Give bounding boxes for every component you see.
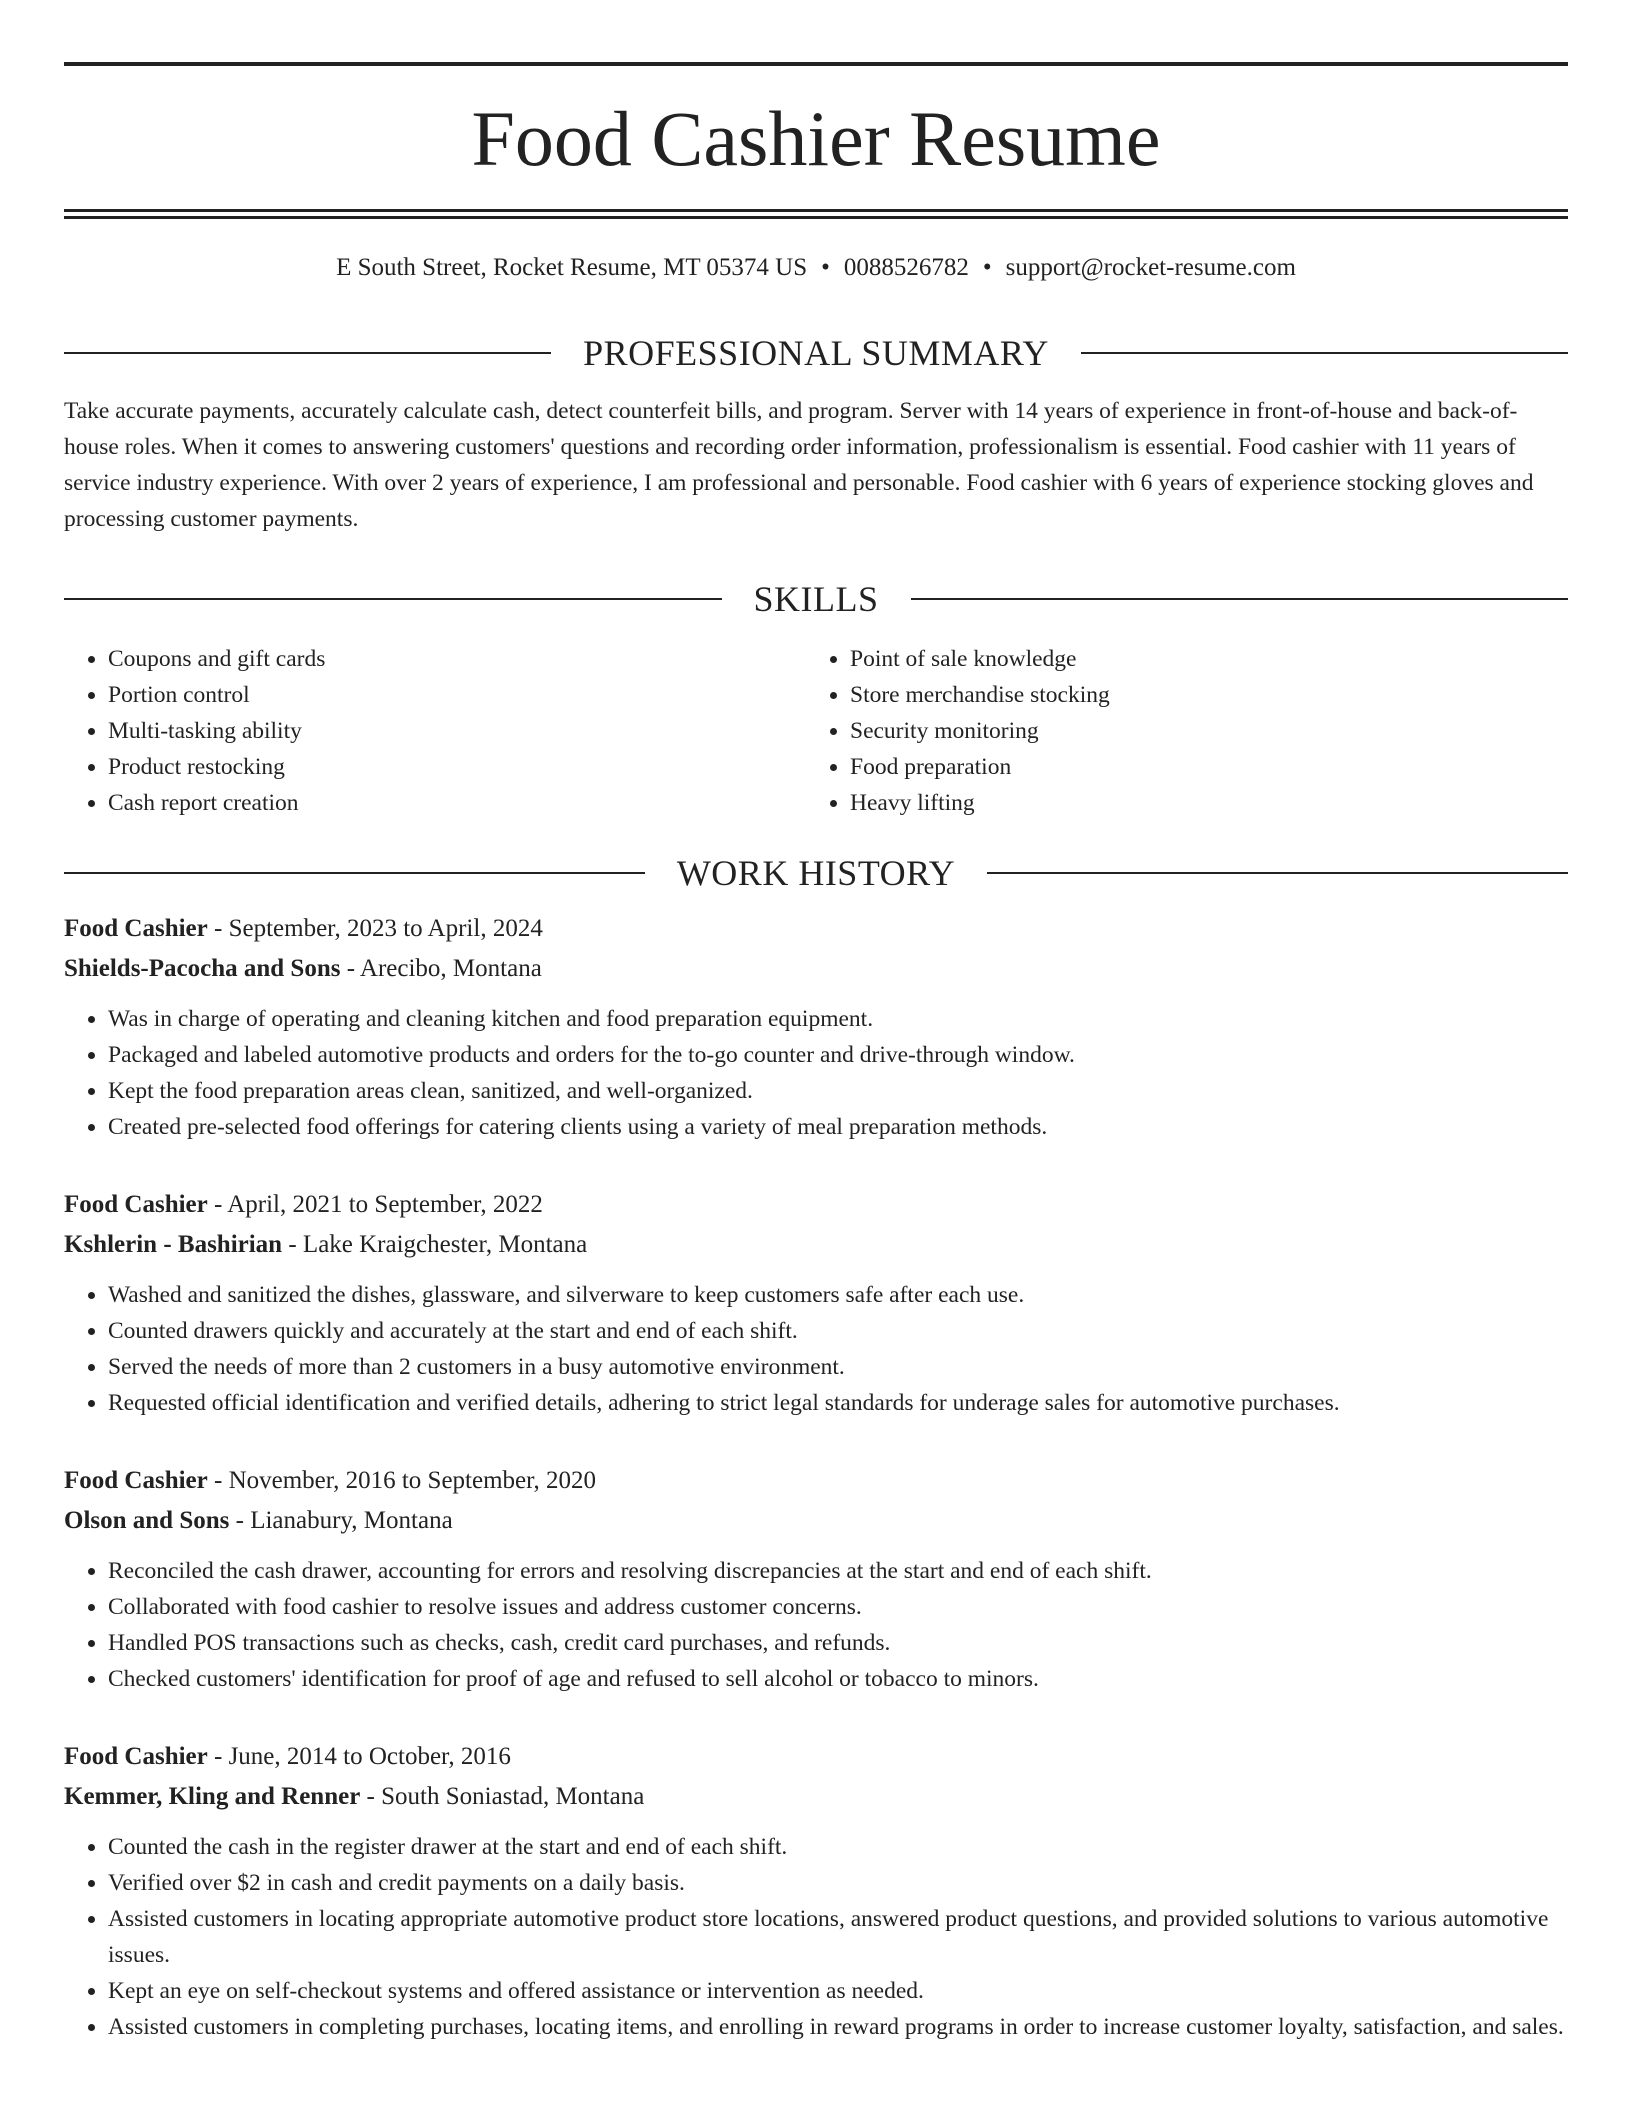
section-rule: [64, 352, 551, 354]
job-title: Food Cashier: [64, 915, 208, 942]
summary-section-header: [64, 335, 1568, 371]
skill-item: • Security monitoring: [850, 713, 1548, 749]
job-company-line: [64, 949, 1568, 989]
section-rule: [987, 872, 1568, 874]
job-duties: [64, 1829, 1568, 2045]
job-entry: [64, 909, 1568, 1145]
skill-item: • Multi-tasking ability: [108, 713, 806, 749]
job-dates: - September, 2023 to April, 2024: [207, 915, 543, 942]
work-section-header: [64, 855, 1568, 891]
job-location: - Lake Kraigchester, Montana: [282, 1231, 588, 1258]
title-double-rule: [64, 209, 1568, 219]
job-company: Kemmer, Kling and Renner: [64, 1783, 361, 1810]
job-title: Food Cashier: [64, 1191, 208, 1218]
job-duty: • Counted drawers quickly and accurately at the start and end of each shift.: [108, 1313, 1568, 1349]
job-company-line: [64, 1501, 1568, 1541]
job-location: - South Soniastad, Montana: [360, 1783, 645, 1810]
job-duties: [64, 1001, 1568, 1145]
job-duty: • Checked customers' identification for proof of age and refused to sell alcohol or tobacco to minors.: [108, 1661, 1568, 1697]
job-duties: [64, 1553, 1568, 1697]
job-title-line: [64, 909, 1568, 949]
top-rule: [64, 62, 1568, 66]
skill-item: • Store merchandise stocking: [850, 677, 1548, 713]
skill-item: • Heavy lifting: [850, 785, 1548, 821]
job-title-line: [64, 1461, 1568, 1501]
job-duty: • Assisted customers in locating appropriate automotive product store locations, answered product questions, and provided solutions to various automotive issues.: [108, 1901, 1568, 1973]
job-duty: • Verified over $2 in cash and credit payments on a daily basis.: [108, 1865, 1568, 1901]
job-duty: • Reconciled the cash drawer, accounting for errors and resolving discrepancies at the start and end of each shift.: [108, 1553, 1568, 1589]
job-duty: • Kept the food preparation areas clean, sanitized, and well-organized.: [108, 1073, 1568, 1109]
summary-heading: PROFESSIONAL SUMMARY: [583, 333, 1049, 373]
skill-item: • Food preparation: [850, 749, 1548, 785]
job-title: Food Cashier: [64, 1467, 208, 1494]
job-company-line: [64, 1777, 1568, 1817]
job-company: Kshlerin - Bashirian: [64, 1231, 283, 1258]
skills-heading: SKILLS: [753, 579, 879, 619]
job-dates: - June, 2014 to October, 2016: [207, 1743, 511, 1770]
job-duty: • Handled POS transactions such as checks, cash, credit card purchases, and refunds.: [108, 1625, 1568, 1661]
contact-phone: 0088526782: [843, 254, 969, 281]
section-rule: [64, 598, 722, 600]
job-company: Shields-Pacocha and Sons: [64, 955, 341, 982]
job-entry: [64, 1185, 1568, 1421]
skills-section-header: [64, 581, 1568, 617]
summary-text: Take accurate payments, accurately calculate cash, detect counterfeit bills, and program. Server with 14 years of experience in front-of-house and back-of-house roles. When it comes to answering customers' questions and recording order information, professionalism is essential. Food cashier with 11 years of service industry experience. With over 2 years of experience, I am professional and personable. Food cashier with 6 years of experience stocking gloves and processing customer payments.: [64, 398, 1534, 532]
skill-item: • Coupons and gift cards: [108, 641, 806, 677]
job-entry: [64, 1461, 1568, 1697]
skill-item: • Portion control: [108, 677, 806, 713]
job-company: Olson and Sons: [64, 1507, 230, 1534]
job-dates: - April, 2021 to September, 2022: [207, 1191, 543, 1218]
skills-list-left: [64, 641, 806, 821]
job-location: - Lianabury, Montana: [229, 1507, 453, 1534]
job-duty: • Kept an eye on self-checkout systems and offered assistance or intervention as needed.: [108, 1973, 1568, 2009]
job-location: - Arecibo, Montana: [340, 955, 542, 982]
skills-grid: [64, 641, 1568, 821]
skills-list-right: [806, 641, 1548, 821]
contact-separator: •: [821, 254, 830, 281]
job-entry: [64, 1737, 1568, 2045]
contact-email[interactable]: support@rocket-resume.com: [1005, 254, 1296, 281]
job-duty: • Requested official identification and verified details, adhering to strict legal standards for underage sales for automotive purchases.: [108, 1385, 1568, 1421]
work-heading: WORK HISTORY: [676, 853, 956, 893]
job-title-line: [64, 1737, 1568, 1777]
section-rule: [64, 872, 645, 874]
job-duty: • Assisted customers in completing purchases, locating items, and enrolling in reward programs in order to increase customer loyalty, satisfaction, and sales.: [108, 2009, 1568, 2045]
job-title-line: [64, 1185, 1568, 1225]
job-duty: • Washed and sanitized the dishes, glassware, and silverware to keep customers safe after each use.: [108, 1277, 1568, 1313]
contact-separator: •: [982, 254, 992, 281]
contact-address: E South Street, Rocket Resume, MT 05374 US: [336, 254, 808, 281]
job-duty: • Counted the cash in the register drawer at the start and end of each shift.: [108, 1829, 1568, 1865]
job-duty: • Was in charge of operating and cleaning kitchen and food preparation equipment.: [108, 1001, 1568, 1037]
job-duty: • Created pre-selected food offerings for catering clients using a variety of meal preparation methods.: [108, 1109, 1568, 1145]
job-dates: - November, 2016 to September, 2020: [207, 1467, 596, 1494]
resume-title: Food Cashier Resume: [471, 95, 1161, 182]
section-rule: [1081, 352, 1568, 354]
skill-item: • Product restocking: [108, 749, 806, 785]
job-title: Food Cashier: [64, 1743, 208, 1770]
job-duty: • Served the needs of more than 2 customers in a busy automotive environment.: [108, 1349, 1568, 1385]
skill-item: • Cash report creation: [108, 785, 806, 821]
skill-item: • Point of sale knowledge: [850, 641, 1548, 677]
job-duties: [64, 1277, 1568, 1421]
section-rule: [911, 598, 1569, 600]
contact-line: [64, 253, 1568, 283]
job-duty: • Packaged and labeled automotive products and orders for the to-go counter and drive-through window.: [108, 1037, 1568, 1073]
job-duty: • Collaborated with food cashier to resolve issues and address customer concerns.: [108, 1589, 1568, 1625]
job-company-line: [64, 1225, 1568, 1265]
